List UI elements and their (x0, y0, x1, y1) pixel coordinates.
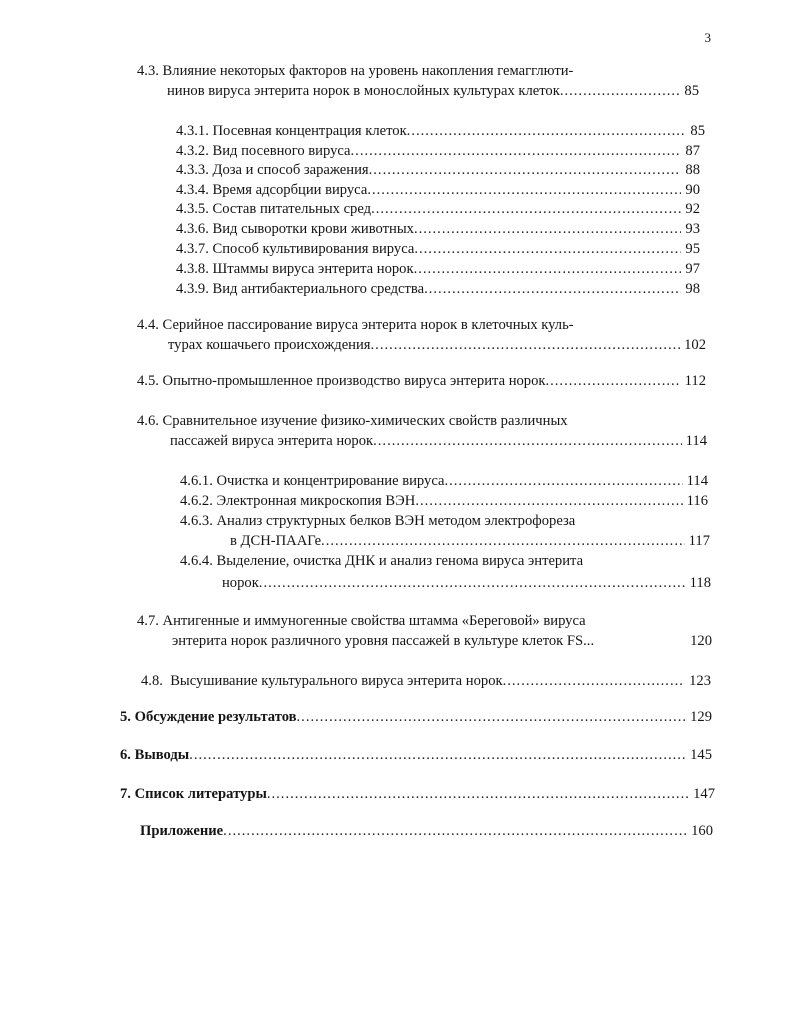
toc-title: Обсуждение результатов (134, 709, 297, 725)
toc-page: 114 (685, 433, 707, 449)
toc-entry-7 (120, 785, 715, 803)
leader-dots (560, 82, 681, 100)
toc-number: 4.3.2. (176, 143, 209, 159)
toc-page: 102 (684, 337, 706, 353)
toc-number: 4.3.3. (176, 162, 209, 178)
toc-page: 85 (684, 83, 699, 99)
toc-number: 4.6. (137, 413, 159, 429)
toc-title-cont: турах кошачьего происхождения (168, 337, 371, 353)
toc-entry-4-8 (141, 672, 711, 690)
toc-page: 97 (685, 261, 700, 277)
toc-entry-4-3-9 (176, 280, 700, 298)
toc-entry-4-3-2 (176, 142, 700, 160)
toc-title: Вид антибактериального средства (212, 281, 425, 297)
toc-number: 6. (120, 747, 131, 763)
toc-title: Приложение (140, 823, 224, 839)
toc-entry-6 (120, 746, 712, 764)
toc-number: 5. (120, 709, 131, 725)
toc-number: 4.3.8. (176, 261, 209, 277)
toc-page: 87 (685, 143, 700, 159)
toc-number: 4.3.1. (176, 123, 209, 139)
toc-entry-appendix (140, 822, 713, 840)
toc-page: 92 (685, 201, 700, 217)
leader-dots (189, 746, 686, 764)
toc-entry-4-3-line2 (167, 82, 699, 100)
toc-title-cont: энтерита норок различного уровня пассажей в культуре клеток FS... (172, 633, 595, 649)
toc-entry-4-7-line1 (137, 612, 697, 630)
leader-dots (321, 532, 685, 550)
toc-number: 4.6.1. (180, 473, 213, 489)
leader-dots (373, 432, 682, 450)
toc-page: 114 (686, 473, 708, 489)
toc-title-cont: пассажей вируса энтерита норок (170, 433, 374, 449)
toc-entry-4-3-line1 (137, 62, 697, 80)
leader-dots (407, 122, 687, 140)
toc-title: Высушивание культурального вируса энтерита норок (170, 673, 503, 689)
leader-dots (371, 336, 681, 354)
toc-title: Список литературы (134, 786, 267, 802)
toc-entry-4-6-3-line1 (180, 512, 700, 530)
toc-number: 4.3.5. (176, 201, 209, 217)
toc-entry-4-6-line1 (137, 412, 697, 430)
leader-dots (414, 220, 681, 238)
toc-page: 123 (689, 673, 711, 689)
toc-page: 145 (690, 747, 712, 763)
toc-page: 147 (693, 786, 715, 802)
toc-title: Способ культивирования вируса (212, 241, 415, 257)
toc-number: 4.3. (137, 63, 159, 79)
leader-dots (503, 672, 686, 690)
toc-page: 118 (689, 575, 711, 591)
toc-page: 129 (690, 709, 712, 725)
leader-dots (444, 472, 682, 490)
page-number: 3 (704, 30, 711, 45)
toc-entry-4-5 (137, 372, 706, 390)
leader-dots (414, 240, 681, 258)
toc-number: 4.6.2. (180, 493, 213, 509)
toc-page: 93 (685, 221, 700, 237)
toc-number: 4.8. (141, 673, 163, 689)
leader-dots (415, 492, 682, 510)
leader-dots (259, 574, 686, 592)
toc-entry-4-3-5 (176, 200, 700, 218)
leader-dots (297, 708, 687, 726)
toc-entry-4-3-3 (176, 161, 700, 179)
toc-number: 4.3.9. (176, 281, 209, 297)
toc-title: Время адсорбции вируса (212, 182, 368, 198)
toc-number: 4.6.4. (180, 553, 213, 569)
toc-number: 4.3.4. (176, 182, 209, 198)
toc-entry-4-4-line2 (168, 336, 706, 354)
toc-title: Опытно-промышленное производство вируса энтерита норок (162, 373, 546, 389)
toc-title: Штаммы вируса энтерита норок (212, 261, 414, 277)
toc-entry-4-7-line2 (172, 632, 712, 650)
toc-entry-5 (120, 708, 712, 726)
toc-page: 120 (687, 632, 712, 650)
toc-title: Анализ структурных белков ВЭН методом электрофореза (216, 513, 576, 529)
toc-title: Состав питательных сред (212, 201, 372, 217)
toc-title: Доза и способ заражения (212, 162, 369, 178)
toc-entry-4-6-4-line1 (180, 552, 700, 570)
toc-title: Вид посевного вируса (212, 143, 351, 159)
toc-title: Очистка и концентрирование вируса (216, 473, 445, 489)
toc-number: 4.3.7. (176, 241, 209, 257)
toc-number: 4.4. (137, 317, 159, 333)
toc-title: Сравнительное изучение физико-химических свойств различных (162, 413, 568, 429)
toc-page: 160 (691, 823, 713, 839)
toc-entry-4-4-line1 (137, 316, 697, 334)
toc-title-cont: норок (222, 575, 259, 591)
toc-page: 98 (685, 281, 700, 297)
toc-number: 4.5. (137, 373, 159, 389)
toc-title: Серийное пассирование вируса энтерита норок в клеточных куль- (162, 317, 574, 333)
toc-title-cont: в ДСН-ПААГе (230, 533, 322, 549)
toc-number: 4.3.6. (176, 221, 209, 237)
toc-number: 4.6.3. (180, 513, 213, 529)
toc-title: Антигенные и иммуногенные свойства штамма «Береговой» вируса (162, 613, 586, 629)
toc-entry-4-6-3-line2 (230, 532, 710, 550)
toc-entry-4-3-1 (176, 122, 705, 140)
toc-page: 112 (684, 373, 706, 389)
toc-title-cont: нинов вируса энтерита норок в монослойных культурах клеток (167, 83, 560, 99)
toc-entry-4-3-8 (176, 260, 700, 278)
toc-page: 95 (685, 241, 700, 257)
toc-title: Влияние некоторых факторов на уровень накопления гемагглюти- (162, 63, 574, 79)
toc-number: 7. (120, 786, 131, 802)
toc-title: Выводы (134, 747, 190, 763)
leader-dots (223, 822, 687, 840)
leader-dots (367, 181, 681, 199)
toc-title: Посевная концентрация клеток (212, 123, 407, 139)
leader-dots (351, 142, 682, 160)
toc-entry-4-6-2 (180, 492, 708, 510)
toc-title: Выделение, очистка ДНК и анализ генома вируса энтерита (216, 553, 584, 569)
toc-entry-4-3-4 (176, 181, 700, 199)
leader-dots (424, 280, 681, 298)
toc-page: 117 (688, 533, 710, 549)
leader-dots (267, 785, 689, 803)
toc-title: Электронная микроскопия ВЭН (216, 493, 416, 509)
toc-page: 116 (686, 493, 708, 509)
toc-entry-4-6-line2 (170, 432, 707, 450)
toc-entry-4-6-4-line2 (222, 574, 711, 592)
toc-entry-4-3-7 (176, 240, 700, 258)
toc-page: 90 (685, 182, 700, 198)
toc-title: Вид сыворотки крови животных (212, 221, 414, 237)
leader-dots (369, 161, 682, 179)
toc-entry-4-3-6 (176, 220, 700, 238)
toc-entry-4-6-1 (180, 472, 708, 490)
toc-number: 4.7. (137, 613, 159, 629)
leader-dots (371, 200, 681, 218)
leader-dots (414, 260, 682, 278)
toc-page: 85 (690, 123, 705, 139)
toc-page: 88 (685, 162, 700, 178)
leader-dots (545, 372, 680, 390)
